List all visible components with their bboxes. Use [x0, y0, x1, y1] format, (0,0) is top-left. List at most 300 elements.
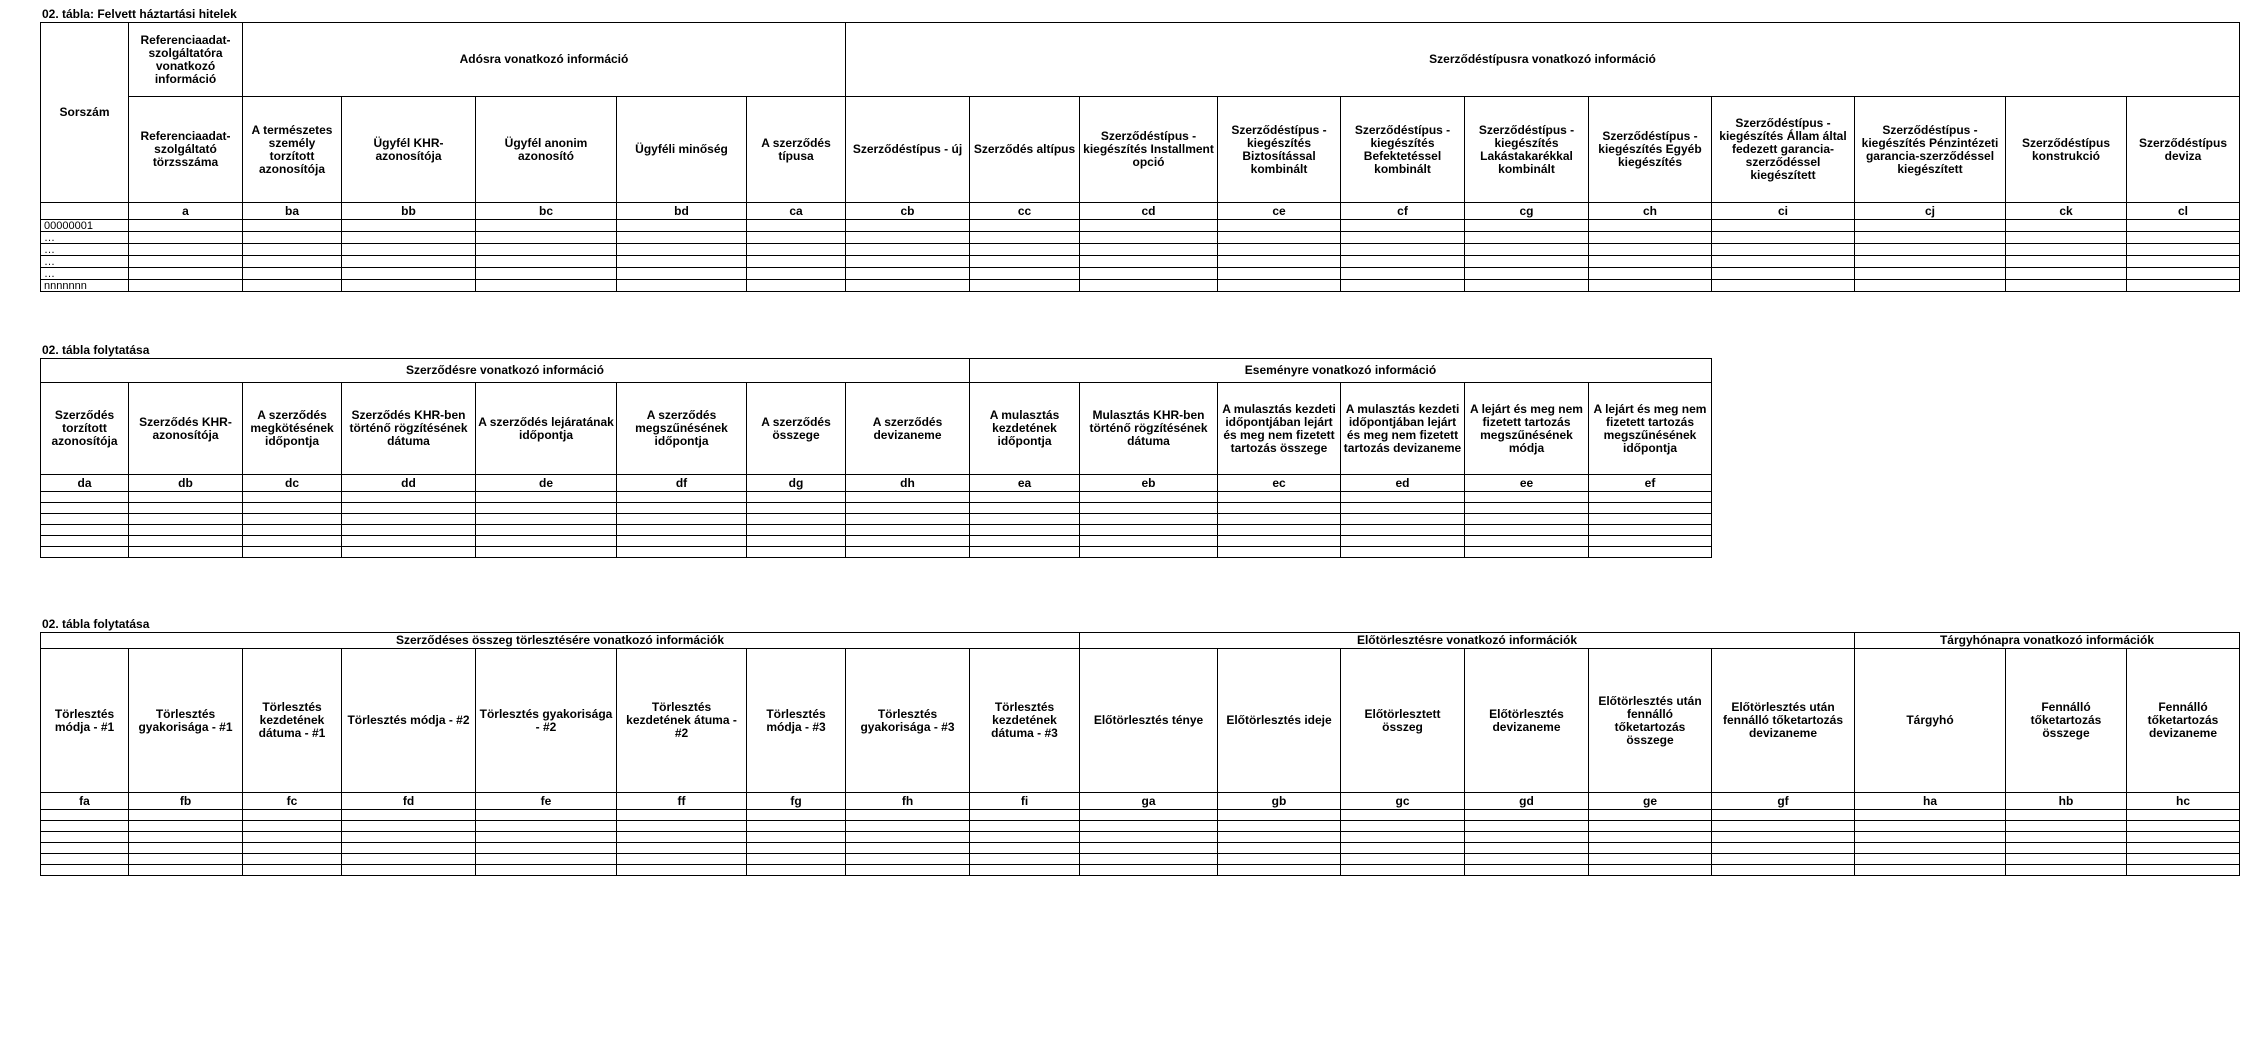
- column-header-gd: Előtörlesztés devizaneme: [1465, 649, 1589, 793]
- data-cell: [1341, 220, 1465, 232]
- data-cell: [1341, 810, 1465, 821]
- data-cell: [1080, 232, 1218, 244]
- data-cell: [1465, 854, 1589, 865]
- table-row: [41, 536, 1712, 547]
- data-cell: [747, 514, 846, 525]
- data-cell: [846, 280, 970, 292]
- column-code-fb: fb: [129, 793, 243, 810]
- table3-title: 02. tábla folytatása: [42, 617, 150, 631]
- data-cell: [617, 244, 747, 256]
- data-cell: [1218, 492, 1341, 503]
- data-cell: [1465, 244, 1589, 256]
- data-cell: [1712, 865, 1855, 876]
- data-cell: [243, 244, 342, 256]
- data-cell: [747, 821, 846, 832]
- data-cell: [342, 832, 476, 843]
- data-cell: [747, 244, 846, 256]
- column-code-fc: fc: [243, 793, 342, 810]
- column-header-fb: Törlesztés gyakorisága - #1: [129, 649, 243, 793]
- data-cell: [41, 854, 129, 865]
- column-header-bb: Ügyfél KHR-azonosítója: [342, 97, 476, 203]
- table-row: [41, 280, 2240, 292]
- data-cell: [476, 821, 617, 832]
- data-cell: [243, 547, 342, 558]
- data-cell: [476, 865, 617, 876]
- column-code-cl: cl: [2127, 203, 2240, 220]
- data-cell: [2127, 220, 2240, 232]
- data-cell: [41, 525, 129, 536]
- data-cell: [617, 843, 747, 854]
- data-cell: [476, 232, 617, 244]
- group-header-targyhonapra: Tárgyhónapra vonatkozó információk: [1855, 633, 2240, 649]
- data-cell: [129, 854, 243, 865]
- data-cell: [617, 503, 747, 514]
- data-cell: [129, 525, 243, 536]
- data-cell: [970, 220, 1080, 232]
- data-cell: [2006, 865, 2127, 876]
- data-cell: [846, 268, 970, 280]
- data-cell: [846, 865, 970, 876]
- data-cell: [1855, 865, 2006, 876]
- data-cell: [970, 536, 1080, 547]
- row-label: nnnnnnn: [41, 280, 129, 292]
- data-cell: [747, 525, 846, 536]
- data-cell: [617, 268, 747, 280]
- data-cell: [476, 843, 617, 854]
- column-header-ha: Tárgyhó: [1855, 649, 2006, 793]
- column-header-ee: A lejárt és meg nem fizetett tartozás megszűnésének módja: [1465, 383, 1589, 475]
- data-cell: [476, 256, 617, 268]
- data-cell: [1589, 280, 1712, 292]
- data-cell: [1589, 865, 1712, 876]
- column-header-dh: A szerződés devizaneme: [846, 383, 970, 475]
- data-cell: [129, 832, 243, 843]
- column-code-fg: fg: [747, 793, 846, 810]
- group-header-szerzodestipus: Szerződéstípusra vonatkozó információ: [846, 23, 2240, 97]
- data-cell: [1341, 843, 1465, 854]
- data-cell: [1218, 514, 1341, 525]
- data-cell: [342, 268, 476, 280]
- data-cell: [243, 525, 342, 536]
- data-cell: [1465, 843, 1589, 854]
- data-cell: [342, 244, 476, 256]
- data-cell: [1465, 865, 1589, 876]
- table-row: [41, 832, 2240, 843]
- data-cell: [2006, 244, 2127, 256]
- data-cell: [129, 232, 243, 244]
- data-cell: [1589, 832, 1712, 843]
- table-row: [41, 821, 2240, 832]
- data-cell: [1712, 256, 1855, 268]
- data-cell: [1465, 821, 1589, 832]
- data-cell: [1465, 256, 1589, 268]
- column-code-ca: ca: [747, 203, 846, 220]
- data-cell: [970, 244, 1080, 256]
- data-cell: [1218, 268, 1341, 280]
- data-cell: [476, 268, 617, 280]
- data-cell: [129, 220, 243, 232]
- data-cell: [2127, 232, 2240, 244]
- data-cell: [1465, 547, 1589, 558]
- sorszam-header: Sorszám: [41, 23, 129, 203]
- column-code-ch: ch: [1589, 203, 1712, 220]
- table1-title: 02. tábla: Felvett háztartási hitelek: [42, 7, 237, 21]
- data-cell: [1712, 244, 1855, 256]
- column-header-fa: Törlesztés módja - #1: [41, 649, 129, 793]
- data-cell: [1589, 547, 1712, 558]
- data-cell: [1855, 854, 2006, 865]
- data-cell: [476, 854, 617, 865]
- data-cell: [1589, 256, 1712, 268]
- data-cell: [1589, 525, 1712, 536]
- column-header-dg: A szerződés összege: [747, 383, 846, 475]
- column-code-cj: cj: [1855, 203, 2006, 220]
- table-row: [41, 865, 2240, 876]
- column-code-ha: ha: [1855, 793, 2006, 810]
- data-cell: [747, 854, 846, 865]
- data-cell: [1080, 525, 1218, 536]
- data-cell: [747, 268, 846, 280]
- data-cell: [2127, 832, 2240, 843]
- column-header-ce: Szerződéstípus - kiegészítés Biztosítással kombinált: [1218, 97, 1341, 203]
- data-cell: [1218, 843, 1341, 854]
- data-cell: [1341, 256, 1465, 268]
- column-header-eb: Mulasztás KHR-ben történő rögzítésének dátuma: [1080, 383, 1218, 475]
- data-cell: [2127, 843, 2240, 854]
- data-cell: [2127, 268, 2240, 280]
- column-header-cl: Szerződéstípus deviza: [2127, 97, 2240, 203]
- data-cell: [2127, 865, 2240, 876]
- column-code-cf: cf: [1341, 203, 1465, 220]
- data-cell: [747, 220, 846, 232]
- data-cell: [1712, 821, 1855, 832]
- data-cell: [1218, 232, 1341, 244]
- data-cell: [747, 280, 846, 292]
- data-cell: [1218, 547, 1341, 558]
- column-header-ci: Szerződéstípus - kiegészítés Állam által fedezett garancia-szerződéssel kiegészített: [1712, 97, 1855, 203]
- data-cell: [129, 843, 243, 854]
- data-cell: [1855, 232, 2006, 244]
- column-header-de: A szerződés lejáratának időpontja: [476, 383, 617, 475]
- group-header-szerzodesre: Szerződésre vonatkozó információ: [41, 359, 970, 383]
- data-cell: [846, 536, 970, 547]
- data-cell: [1080, 268, 1218, 280]
- data-cell: [342, 503, 476, 514]
- column-header-ga: Előtörlesztés ténye: [1080, 649, 1218, 793]
- data-cell: [747, 832, 846, 843]
- data-cell: [970, 503, 1080, 514]
- data-cell: [41, 503, 129, 514]
- table-row: [41, 503, 1712, 514]
- data-cell: [2127, 854, 2240, 865]
- data-cell: [243, 854, 342, 865]
- data-cell: [476, 492, 617, 503]
- data-cell: [1080, 514, 1218, 525]
- data-cell: [129, 547, 243, 558]
- data-cell: [617, 232, 747, 244]
- data-cell: [243, 536, 342, 547]
- group-header-adosra: Adósra vonatkozó információ: [243, 23, 846, 97]
- data-cell: [846, 220, 970, 232]
- table2-title: 02. tábla folytatása: [42, 343, 150, 357]
- data-cell: [1589, 854, 1712, 865]
- column-header-bc: Ügyfél anonim azonosító: [476, 97, 617, 203]
- column-header-da: Szerződés torzított azonosítója: [41, 383, 129, 475]
- data-cell: [476, 503, 617, 514]
- data-cell: [970, 280, 1080, 292]
- data-cell: [970, 268, 1080, 280]
- column-code-ed: ed: [1341, 475, 1465, 492]
- column-header-dc: A szerződés megkötésének időpontja: [243, 383, 342, 475]
- data-cell: [342, 843, 476, 854]
- column-header-ef: A lejárt és meg nem fizetett tartozás megszűnésének időpontja: [1589, 383, 1712, 475]
- data-cell: [970, 854, 1080, 865]
- column-code-bd: bd: [617, 203, 747, 220]
- group-header-torlesztes: Szerződéses összeg törlesztésére vonatkozó információk: [41, 633, 1080, 649]
- data-cell: [243, 268, 342, 280]
- data-cell: [41, 514, 129, 525]
- table-row: [41, 525, 1712, 536]
- data-cell: [1589, 492, 1712, 503]
- group-header-referencia: Referenciaadat-szolgáltatóra vonatkozó információ: [129, 23, 243, 97]
- data-cell: [129, 810, 243, 821]
- data-cell: [1855, 280, 2006, 292]
- data-cell: [476, 525, 617, 536]
- data-cell: [617, 865, 747, 876]
- data-cell: [243, 220, 342, 232]
- data-cell: [129, 256, 243, 268]
- data-cell: [342, 220, 476, 232]
- column-header-fg: Törlesztés módja - #3: [747, 649, 846, 793]
- column-header-ea: A mulasztás kezdetének időpontja: [970, 383, 1080, 475]
- column-header-a: Referenciaadat-szolgáltató törzsszáma: [129, 97, 243, 203]
- data-cell: [617, 854, 747, 865]
- data-cell: [1589, 536, 1712, 547]
- data-cell: [1855, 843, 2006, 854]
- column-code-ee: ee: [1465, 475, 1589, 492]
- column-header-db: Szerződés KHR-azonosítója: [129, 383, 243, 475]
- data-cell: [1341, 854, 1465, 865]
- data-cell: [1589, 503, 1712, 514]
- column-header-cg: Szerződéstípus - kiegészítés Lakástakarékkal kombinált: [1465, 97, 1589, 203]
- data-cell: [129, 268, 243, 280]
- data-cell: [342, 514, 476, 525]
- table-row: [41, 268, 2240, 280]
- data-cell: [970, 821, 1080, 832]
- data-cell: [41, 492, 129, 503]
- data-cell: [1080, 536, 1218, 547]
- group-header-esemenyre: Eseményre vonatkozó információ: [970, 359, 1712, 383]
- data-cell: [1465, 503, 1589, 514]
- data-cell: [1341, 525, 1465, 536]
- data-cell: [243, 514, 342, 525]
- column-code-ce: ce: [1218, 203, 1341, 220]
- data-cell: [342, 547, 476, 558]
- data-cell: [1218, 244, 1341, 256]
- row-label: 00000001: [41, 220, 129, 232]
- data-cell: [476, 244, 617, 256]
- data-cell: [1218, 865, 1341, 876]
- column-code-ec: ec: [1218, 475, 1341, 492]
- data-cell: [970, 810, 1080, 821]
- data-cell: [1465, 268, 1589, 280]
- column-header-ed: A mulasztás kezdeti időpontjában lejárt és meg nem fizetett tartozás devizaneme: [1341, 383, 1465, 475]
- column-code-fh: fh: [846, 793, 970, 810]
- table3: [40, 632, 2240, 876]
- column-header-gf: Előtörlesztés után fennálló tőketartozás devizaneme: [1712, 649, 1855, 793]
- data-cell: [2127, 244, 2240, 256]
- data-cell: [41, 865, 129, 876]
- data-cell: [1341, 536, 1465, 547]
- data-cell: [2127, 280, 2240, 292]
- data-cell: [1712, 280, 1855, 292]
- column-header-cj: Szerződéstípus - kiegészítés Pénzintézeti garancia-szerződéssel kiegészített: [1855, 97, 2006, 203]
- column-header-gc: Előtörlesztett összeg: [1341, 649, 1465, 793]
- data-cell: [342, 492, 476, 503]
- data-cell: [1341, 514, 1465, 525]
- data-cell: [747, 492, 846, 503]
- data-cell: [1465, 220, 1589, 232]
- data-cell: [129, 514, 243, 525]
- column-code-ga: ga: [1080, 793, 1218, 810]
- data-cell: [1712, 854, 1855, 865]
- column-header-fd: Törlesztés módja - #2: [342, 649, 476, 793]
- column-code-da: da: [41, 475, 129, 492]
- column-code-fe: fe: [476, 793, 617, 810]
- column-header-hb: Fennálló tőketartozás összege: [2006, 649, 2127, 793]
- data-cell: [342, 280, 476, 292]
- data-cell: [129, 280, 243, 292]
- data-cell: [1080, 220, 1218, 232]
- data-cell: [2006, 256, 2127, 268]
- column-code-de: de: [476, 475, 617, 492]
- data-cell: [747, 256, 846, 268]
- data-cell: [970, 492, 1080, 503]
- column-header-ck: Szerződéstípus konstrukció: [2006, 97, 2127, 203]
- column-header-cd: Szerződéstípus - kiegészítés Installment opció: [1080, 97, 1218, 203]
- data-cell: [1589, 843, 1712, 854]
- data-cell: [1218, 821, 1341, 832]
- data-cell: [617, 220, 747, 232]
- column-code-gc: gc: [1341, 793, 1465, 810]
- data-cell: [2006, 268, 2127, 280]
- column-code-ef: ef: [1589, 475, 1712, 492]
- data-cell: [1080, 492, 1218, 503]
- column-code-gd: gd: [1465, 793, 1589, 810]
- data-cell: [1218, 256, 1341, 268]
- data-cell: [476, 280, 617, 292]
- data-cell: [243, 832, 342, 843]
- data-cell: [970, 514, 1080, 525]
- column-code-db: db: [129, 475, 243, 492]
- data-cell: [41, 821, 129, 832]
- data-cell: [617, 832, 747, 843]
- data-cell: [129, 244, 243, 256]
- data-cell: [1341, 492, 1465, 503]
- column-header-cb: Szerződéstípus - új: [846, 97, 970, 203]
- data-cell: [243, 810, 342, 821]
- column-header-cf: Szerződéstípus - kiegészítés Befektetéssel kombinált: [1341, 97, 1465, 203]
- data-cell: [1080, 280, 1218, 292]
- data-cell: [1465, 536, 1589, 547]
- column-code-bc: bc: [476, 203, 617, 220]
- data-cell: [342, 256, 476, 268]
- data-cell: [243, 865, 342, 876]
- column-header-gb: Előtörlesztés ideje: [1218, 649, 1341, 793]
- column-header-ba: A természetes személy torzított azonosítója: [243, 97, 342, 203]
- data-cell: [41, 536, 129, 547]
- data-cell: [747, 232, 846, 244]
- column-code-dc: dc: [243, 475, 342, 492]
- data-cell: [747, 536, 846, 547]
- data-cell: [846, 832, 970, 843]
- data-cell: [1218, 810, 1341, 821]
- column-code-cc: cc: [970, 203, 1080, 220]
- data-cell: [2006, 232, 2127, 244]
- row-label: …: [41, 268, 129, 280]
- data-cell: [1218, 854, 1341, 865]
- table2: [40, 358, 1712, 558]
- data-cell: [1465, 232, 1589, 244]
- data-cell: [1218, 536, 1341, 547]
- data-cell: [243, 256, 342, 268]
- data-cell: [41, 843, 129, 854]
- column-header-fh: Törlesztés gyakorisága - #3: [846, 649, 970, 793]
- data-cell: [342, 232, 476, 244]
- data-cell: [342, 525, 476, 536]
- data-cell: [1712, 810, 1855, 821]
- table-row: [41, 843, 2240, 854]
- data-cell: [846, 244, 970, 256]
- column-header-cc: Szerződés altípus: [970, 97, 1080, 203]
- data-cell: [1465, 280, 1589, 292]
- data-cell: [1341, 280, 1465, 292]
- data-cell: [1712, 832, 1855, 843]
- data-cell: [1855, 821, 2006, 832]
- table-row: [41, 514, 1712, 525]
- data-cell: [846, 854, 970, 865]
- data-cell: [1712, 843, 1855, 854]
- data-cell: [1465, 514, 1589, 525]
- column-header-df: A szerződés megszűnésének időpontja: [617, 383, 747, 475]
- data-cell: [1589, 268, 1712, 280]
- data-cell: [1589, 244, 1712, 256]
- column-code-bb: bb: [342, 203, 476, 220]
- column-code-ea: ea: [970, 475, 1080, 492]
- data-cell: [1080, 821, 1218, 832]
- data-cell: [617, 256, 747, 268]
- data-cell: [243, 232, 342, 244]
- data-cell: [342, 865, 476, 876]
- data-cell: [2006, 854, 2127, 865]
- data-cell: [129, 492, 243, 503]
- data-cell: [1589, 810, 1712, 821]
- data-cell: [243, 492, 342, 503]
- column-code-ff: ff: [617, 793, 747, 810]
- column-header-ca: A szerződés típusa: [747, 97, 846, 203]
- table-row: [41, 232, 2240, 244]
- data-cell: [2006, 832, 2127, 843]
- data-cell: [1712, 220, 1855, 232]
- column-header-ec: A mulasztás kezdeti időpontjában lejárt és meg nem fizetett tartozás összege: [1218, 383, 1341, 475]
- data-cell: [617, 492, 747, 503]
- data-cell: [617, 536, 747, 547]
- data-cell: [1855, 244, 2006, 256]
- data-cell: [846, 525, 970, 536]
- row-label: …: [41, 232, 129, 244]
- data-cell: [846, 492, 970, 503]
- column-code-ci: ci: [1712, 203, 1855, 220]
